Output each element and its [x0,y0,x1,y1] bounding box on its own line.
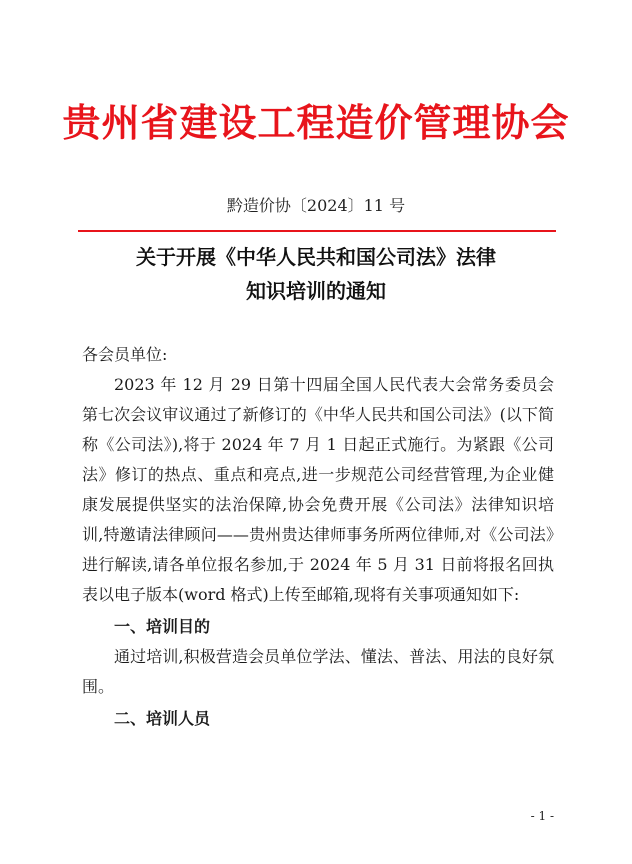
salutation: 各会员单位: [82,345,168,364]
intro-paragraph: 2023 年 12 月 29 日第十四届全国人民代表大会常务委员会第七次会议审议通过了新修订的《中华人民共和国公司法》(以下简称《公司法》),将于 2024 年 7 月 1 日起正式施行。为紧跟《公司法》修订的热点、重点和亮点,进一步规范公司经营管理,为企业健康发展提供坚实的法治保障,协会免费开展《公司法》法律知识培训,特邀请法律顾问——贵州贵达律师事务所两位律师,对《公司法》进行解读,请各单位报名参加,于 2024 年 5 月 31 日前将报名回执表以电子版本(word 格式)上传至邮箱,现将有关事项通知如下: [82,375,554,604]
notice-title-line-1: 关于开展《中华人民共和国公司法》法律 [136,245,496,269]
page-number: - 1 - [530,809,554,823]
notice-title [0,240,632,308]
organization-title: 贵州省建设工程造价管理协会 [62,100,570,145]
notice-title-line-2: 知识培训的通知 [246,279,386,303]
notice-body [82,340,554,734]
section-2-heading: 二、培训人员 [114,709,211,728]
section-1-text: 通过培训,积极营造会员单位学法、懂法、普法、用法的良好氛围。 [82,647,554,696]
section-1-heading: 一、培训目的 [114,617,211,636]
document-number: 黔造价协〔2024〕11 号 [226,196,406,215]
red-divider-line [78,230,556,232]
